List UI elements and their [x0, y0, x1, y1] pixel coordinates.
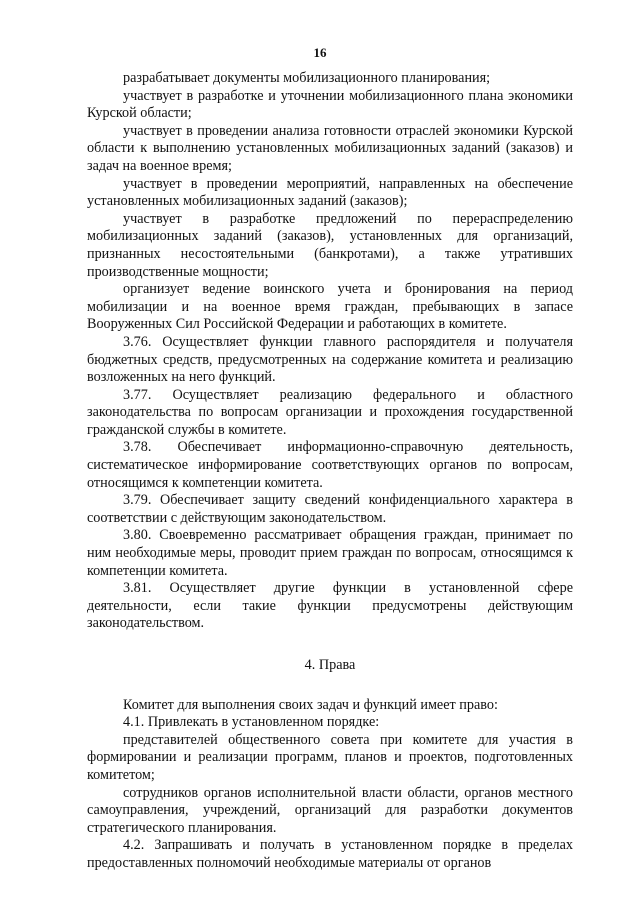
paragraph: участвует в проведении мероприятий, направленных на обеспечение установленных мобилизационных заданий (заказов); [87, 175, 573, 210]
paragraph: Комитет для выполнения своих задач и функций имеет право: [123, 696, 498, 713]
paragraph-3-76: 3.76. Осуществляет функции главного распорядителя и получателя бюджетных средств, предусмотренных на содержание комитета и реализацию возложенных на него функций. [87, 333, 573, 386]
paragraph-4-2: 4.2. Запрашивать и получать в установленном порядке в пределах предоставленных полномочий необходимые материалы от органов [87, 837, 573, 871]
paragraph: организует ведение воинского учета и бронирования на период мобилизации и на военное время граждан, пребывающих в запасе Вооруженных Сил Российской Федерации и работающих в комитете. [87, 281, 573, 333]
page-number: 16 [313, 45, 327, 60]
paragraph-3-77: 3.77. Осуществляет реализацию федерального и областного законодательства по вопросам организации и прохождения государственной гражданской службы в комитете. [87, 386, 573, 438]
paragraph-3-80: 3.80. Своевременно рассматривает обращения граждан, принимает по ним необходимые меры, проводит прием граждан по вопросам, относящимся к компетенции комитета. [87, 527, 573, 579]
paragraph-3-79: 3.79. Обеспечивает защиту сведений конфиденциального характера в соответствии с действующим законодательством. [87, 492, 573, 526]
paragraph: разрабатывает документы мобилизационного планирования; [123, 70, 491, 86]
document-body [87, 70, 573, 873]
paragraph: представителей общественного совета при комитете для участия в формировании и реализации программ, планов и проектов, подготовленных комитетом; [87, 731, 573, 783]
paragraph-3-78: 3.78. Обеспечивает информационно-справочную деятельность, систематическое информирование соответствующих органов по вопросам, относящимся к компетенции комитета. [87, 439, 573, 491]
section-heading: 4. Права [304, 657, 356, 673]
paragraph-3-81: 3.81. Осуществляет другие функции в установленной сфере деятельности, если такие функции предусмотрены действующим законодательством. [87, 580, 573, 632]
paragraph: участвует в разработке и уточнении мобилизационного плана экономики Курской области; [87, 87, 573, 122]
paragraph: участвует в проведении анализа готовности отраслей экономики Курской области к выполнению установленных мобилизационных заданий (заказов) и задач на военное время; [87, 122, 573, 174]
paragraph: участвует в разработке предложений по перераспределению мобилизационных заданий (заказов), установленных для организаций, признанных несостоятельными (банкротами), а также утративших производственные мощности; [87, 210, 573, 280]
paragraph-4-1: 4.1. Привлекать в установленном порядке: [123, 714, 380, 731]
paragraph: сотрудников органов исполнительной власти области, органов местного самоуправления, учреждений, организаций для разработки документов стратегического планирования. [87, 784, 573, 836]
